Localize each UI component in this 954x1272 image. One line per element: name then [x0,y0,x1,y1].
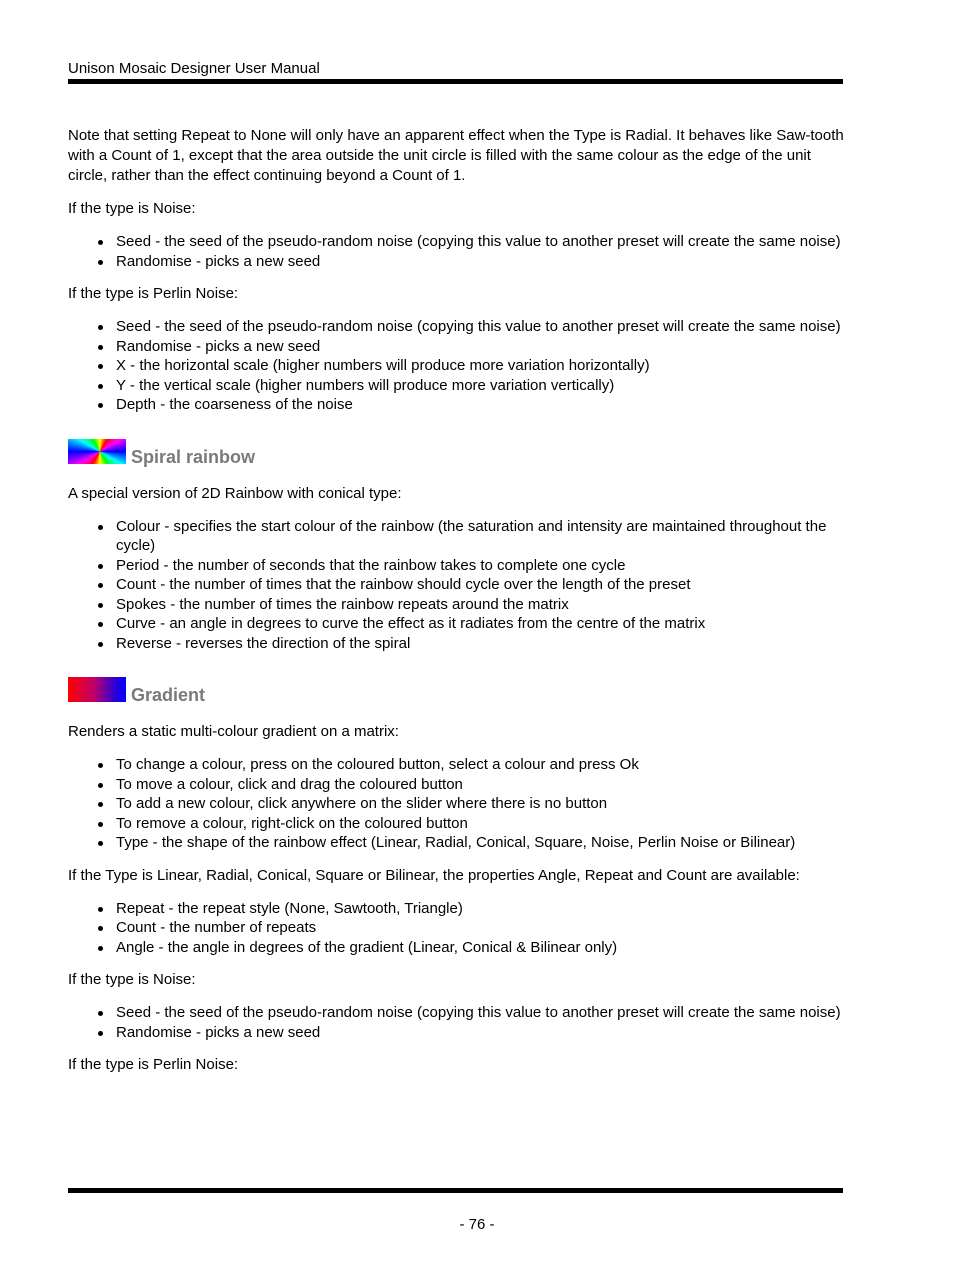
gradient-noise-label: If the type is Noise: [68,971,196,988]
list-item: Count - the number of repeats [116,918,848,938]
gradient-title: Gradient [131,685,206,705]
spiral-rainbow-list [68,517,848,654]
page-content [68,126,848,1088]
list-item: Period - the number of seconds that the rainbow takes to complete one cycle [116,556,848,576]
perlin-label: If the type is Perlin Noise: [68,285,239,302]
page-number: - 76 - [459,1216,495,1233]
gradient-perlin-label: If the type is Perlin Noise: [68,1056,239,1073]
repeat-none-note: Note that setting Repeat to None will only have an apparent effect when the Type is Radial. It behaves like Saw-tooth with a Count of 1, except that the area outside the unit circle is filled with the same colour as the edge of the unit circle, rather than the effect continuing beyond a Count of 1. [68,127,844,184]
header-title: Unison Mosaic Designer User Manual [68,60,320,77]
list-item: Angle - the angle in degrees of the gradient (Linear, Conical & Bilinear only) [116,938,848,958]
list-item: Randomise - picks a new seed [116,1023,848,1043]
list-item: To remove a colour, right-click on the coloured button [116,814,848,834]
list-item: Seed - the seed of the pseudo-random noise (copying this value to another preset will create the same noise) [116,1003,848,1023]
gradient-heading [68,676,848,705]
footer-rule [68,1188,843,1193]
spiral-rainbow-heading [68,438,848,467]
list-item: To move a colour, click and drag the coloured button [116,775,848,795]
list-item: Type - the shape of the rainbow effect (Linear, Radial, Conical, Square, Noise, Perlin Noise or Bilinear) [116,833,848,853]
list-item: Seed - the seed of the pseudo-random noise (copying this value to another preset will create the same noise) [116,317,848,337]
gradient-noise-list [68,1003,848,1042]
list-item: Depth - the coarseness of the noise [116,395,848,415]
header-rule [68,79,843,84]
list-item: Randomise - picks a new seed [116,252,848,272]
gradient-icon [68,677,126,702]
spiral-rainbow-title: Spiral rainbow [131,446,256,467]
list-item: Seed - the seed of the pseudo-random noise (copying this value to another preset will create the same noise) [116,232,848,252]
list-item: Curve - an angle in degrees to curve the effect as it radiates from the centre of the matrix [116,614,848,634]
list-item: Y - the vertical scale (higher numbers will produce more variation vertically) [116,376,848,396]
list-item: Colour - specifies the start colour of the rainbow (the saturation and intensity are maintained throughout the cycle) [116,517,848,556]
gradient-linear-label: If the Type is Linear, Radial, Conical, Square or Bilinear, the properties Angle, Repeat and Count are available: [68,866,800,884]
list-item: Repeat - the repeat style (None, Sawtooth, Triangle) [116,899,848,919]
list-item: Randomise - picks a new seed [116,337,848,357]
list-item: Reverse - reverses the direction of the spiral [116,634,848,654]
noise-list [68,232,848,271]
list-item: To change a colour, press on the coloured button, select a colour and press Ok [116,755,848,775]
spiral-rainbow-description: A special version of 2D Rainbow with conical type: [68,484,402,502]
gradient-linear-list [68,899,848,958]
list-item: To add a new colour, click anywhere on the slider where there is no button [116,794,848,814]
list-item: Spokes - the number of times the rainbow repeats around the matrix [116,595,848,615]
noise-label: If the type is Noise: [68,200,196,217]
spiral-rainbow-icon [68,439,126,464]
gradient-description: Renders a static multi-colour gradient on a matrix: [68,723,399,740]
list-item: X - the horizontal scale (higher numbers will produce more variation horizontally) [116,356,848,376]
gradient-list [68,755,848,853]
list-item: Count - the number of times that the rainbow should cycle over the length of the preset [116,575,848,595]
perlin-list [68,317,848,415]
